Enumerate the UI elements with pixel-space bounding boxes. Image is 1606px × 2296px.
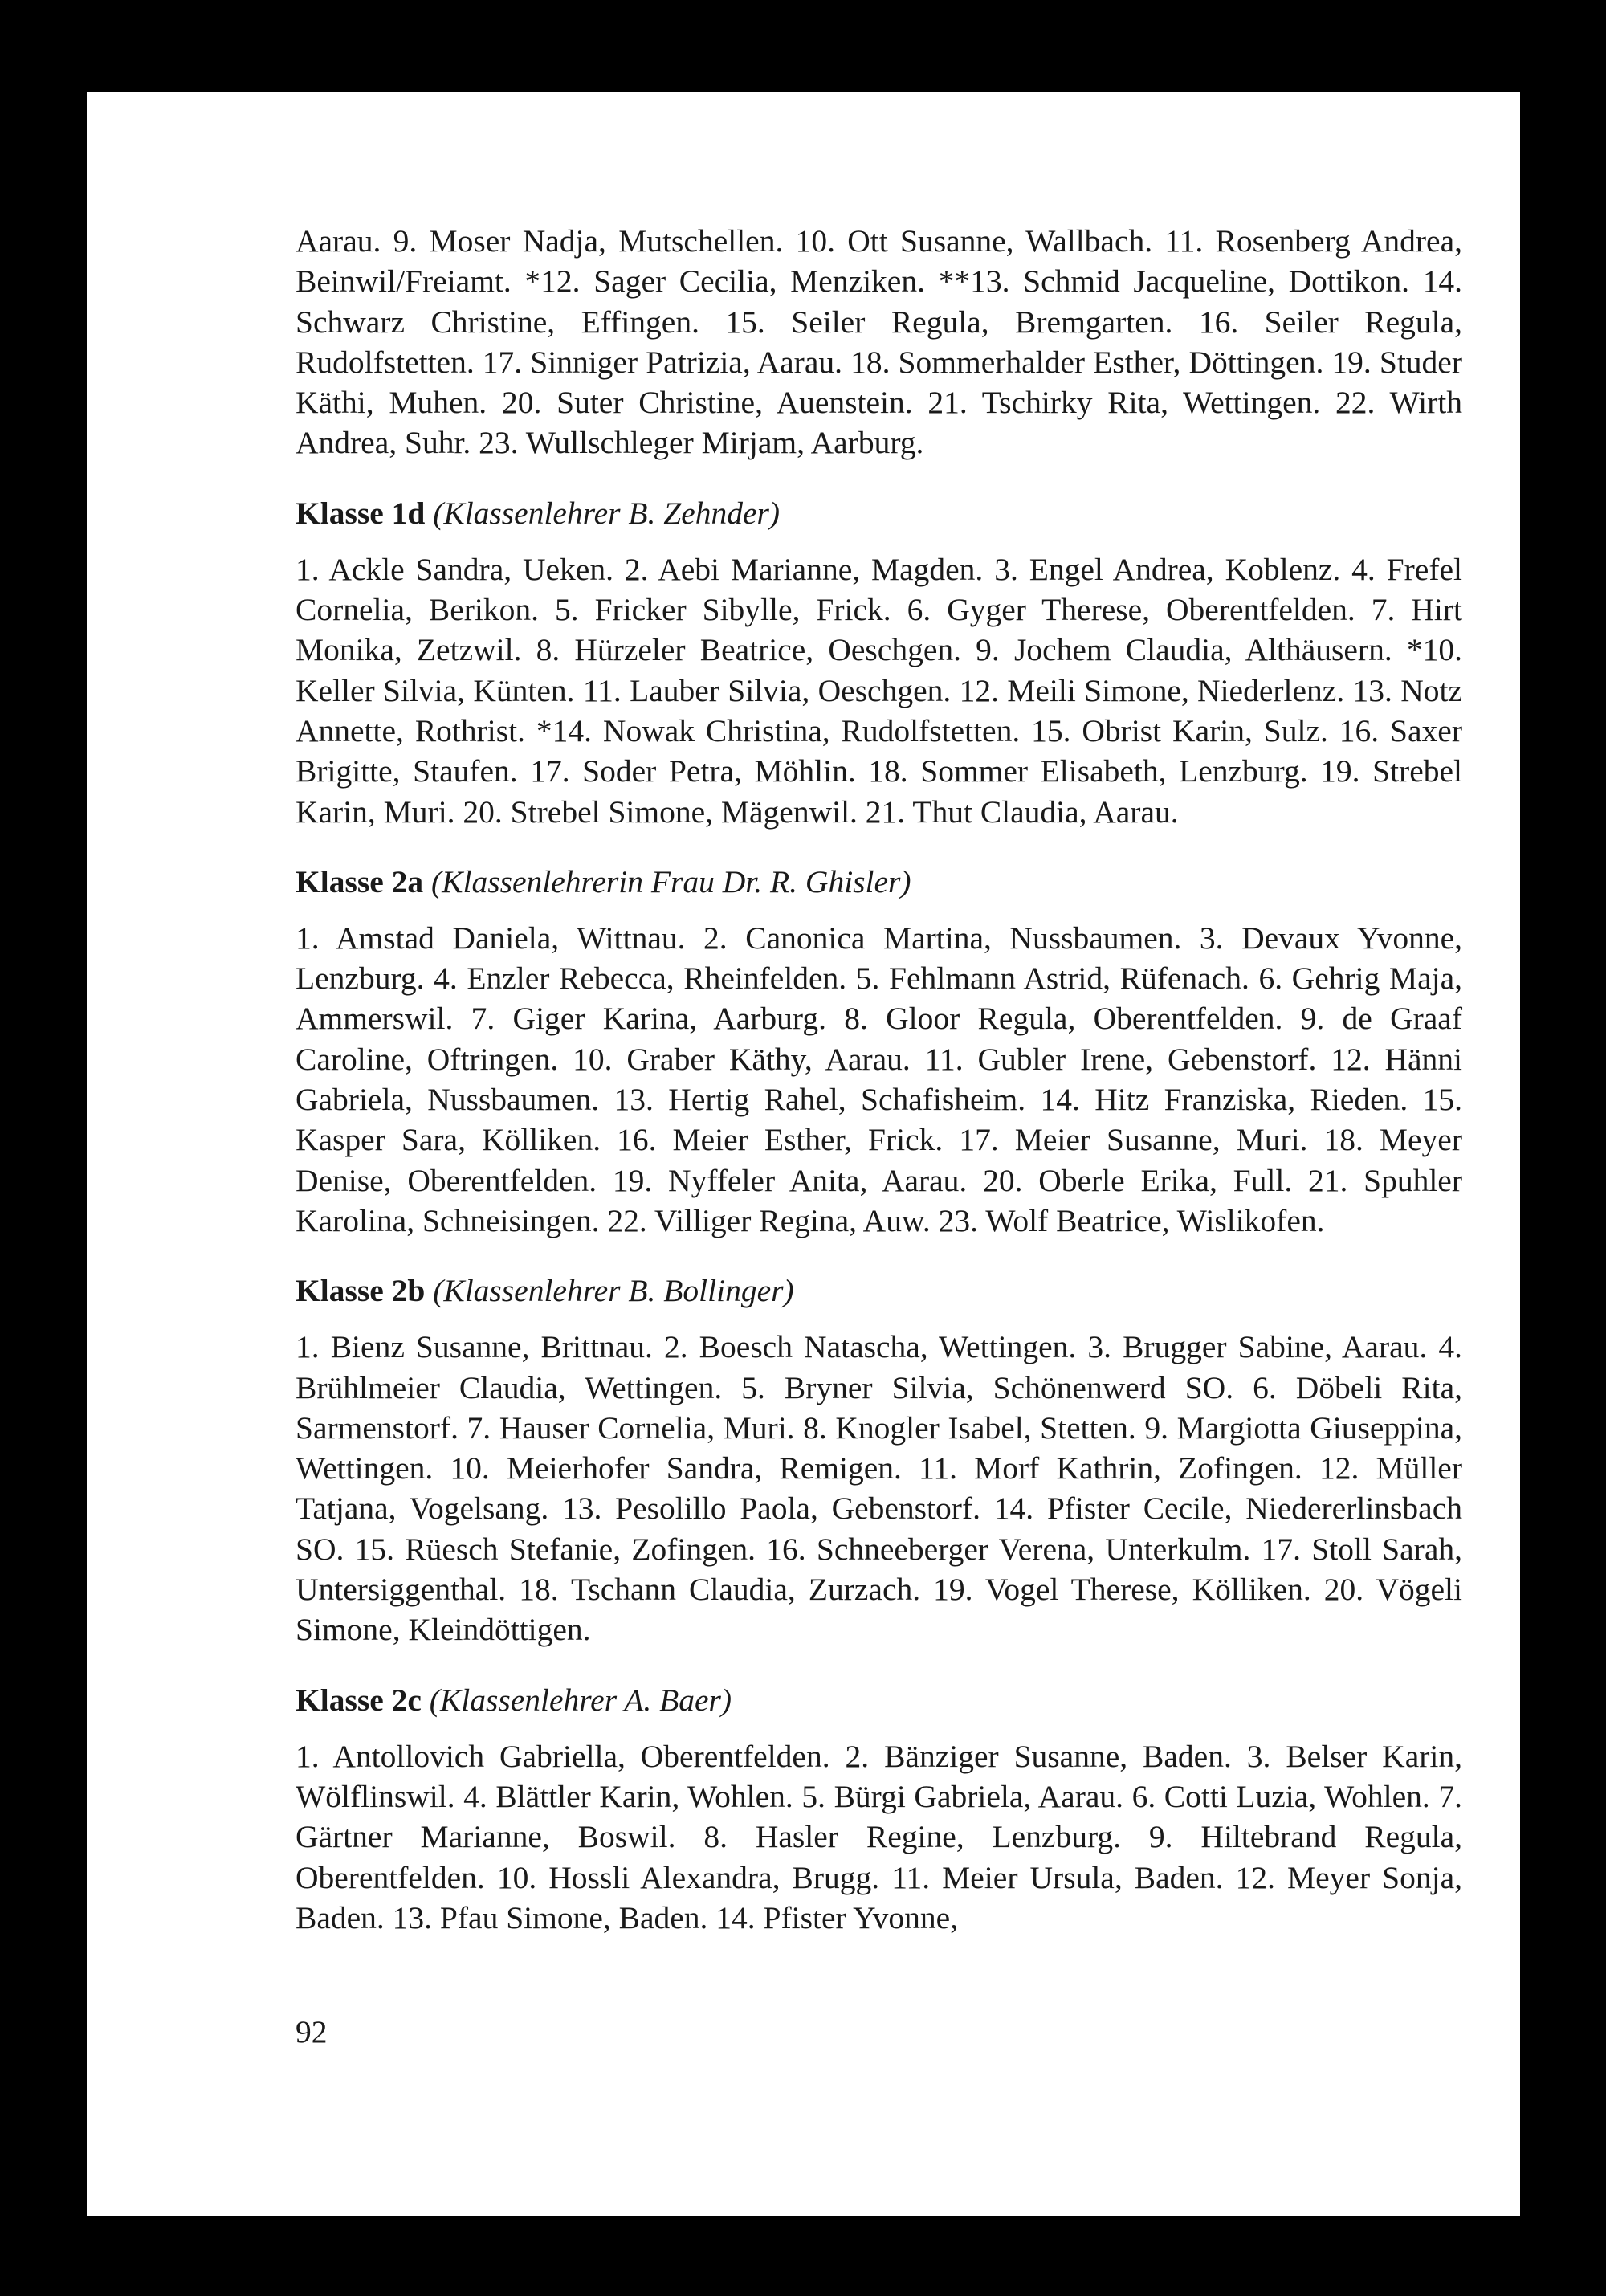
class-teacher: (Klassenlehrer B. Zehnder) <box>433 495 781 531</box>
class-teacher: (Klassenlehrer B. Bollinger) <box>433 1273 794 1309</box>
student-list-1d: 1. Ackle Sandra, Ueken. 2. Aebi Marianne, Magden. 3. Engel Andrea, Koblenz. 4. Frefel Cornelia, Berikon. 5. Fricker Sibylle, Frick. 6. Gyger Therese, Oberentfelden. 7. Hirt Monika, Zetzwil. 8. Hürzeler Beatrice, Oeschgen. 9. Jochem Claudia, Althäusern. *10. Keller Silvia, Künten. 11. Lauber Silvia, Oeschgen. 12. Meili Simone, Niederlenz. 13. Notz Annette, Rothrist. *14. Nowak Christina, Rudolfstetten. 15. Obrist Karin, Sulz. 16. Saxer Brigitte, Staufen. 17. Soder Petra, Möhlin. 18. Sommer Elisabeth, Lenzburg. 19. Strebel Karin, Muri. 20. Strebel Simone, Mägenwil. 21. Thut Claudia, Aarau. <box>296 551 1462 830</box>
class-teacher: (Klassenlehrerin Frau Dr. R. Ghisler) <box>430 863 911 899</box>
document-page <box>87 92 1520 2216</box>
class-heading-2c <box>296 1680 1462 1720</box>
class-label: Klasse 2b <box>296 1273 426 1309</box>
page-content <box>296 221 1462 1938</box>
class-label: Klasse 2a <box>296 863 424 899</box>
student-list-2a: 1. Amstad Daniela, Wittnau. 2. Canonica Martina, Nussbaumen. 3. Devaux Yvonne, Lenzburg. 4. Enzler Rebecca, Rheinfelden. 5. Fehlmann Astrid, Rüfenach. 6. Gehrig Maja, Ammerswil. 7. Giger Karina, Aarburg. 8. Gloor Regula, Oberentfelden. 9. de Graaf Caroline, Oftringen. 10. Graber Käthy, Aarau. 11. Gubler Irene, Gebenstorf. 12. Hänni Gabriela, Nussbaumen. 13. Hertig Rahel, Schafisheim. 14. Hitz Franziska, Rieden. 15. Kasper Sara, Kölliken. 16. Meier Esther, Frick. 17. Meier Susanne, Muri. 18. Meyer Denise, Oberentfelden. 19. Nyffeler Anita, Aarau. 20. Oberle Erika, Full. 21. Spuhler Karolina, Schneisingen. 22. Villiger Regina, Auw. 23. Wolf Beatrice, Wislikofen. <box>296 920 1462 1238</box>
continued-student-list: Aarau. 9. Moser Nadja, Mutschellen. 10. Ott Susanne, Wallbach. 11. Rosenberg Andrea, Beinwil/Freiamt. *12. Sager Cecilia, Menziken. **13. Schmid Jacqueline, Dottikon. 14. Schwarz Christine, Effingen. 15. Seiler Regula, Bremgarten. 16. Seiler Regula, Rudolfstetten. 17. Sinniger Patrizia, Aarau. 18. Sommerhalder Esther, Döttingen. 19. Studer Käthi, Muhen. 20. Suter Christine, Auenstein. 21. Tschirky Rita, Wettingen. 22. Wirth Andrea, Suhr. 23. Wullschleger Mirjam, Aarburg. <box>296 223 1462 461</box>
class-heading-2b <box>296 1270 1462 1311</box>
class-heading-1d <box>296 493 1462 533</box>
page-number: 92 <box>296 2014 328 2049</box>
class-heading-2a <box>296 862 1462 902</box>
student-list-2b: 1. Bienz Susanne, Brittnau. 2. Boesch Natascha, Wettingen. 3. Brugger Sabine, Aarau. 4. Brühlmeier Claudia, Wettingen. 5. Bryner Silvia, Schönenwerd SO. 6. Döbeli Rita, Sarmenstorf. 7. Hauser Cornelia, Muri. 8. Knogler Isabel, Stetten. 9. Margiotta Giuseppina, Wettingen. 10. Meierhofer Sandra, Remigen. 11. Morf Kathrin, Zofingen. 12. Müller Tatjana, Vogelsang. 13. Pesolillo Paola, Gebenstorf. 14. Pfister Cecile, Niedererlinsbach SO. 15. Rüesch Stefanie, Zofingen. 16. Schneeberger Verena, Unterkulm. 17. Stoll Sarah, Untersiggenthal. 18. Tschann Claudia, Zurzach. 19. Vogel Therese, Kölliken. 20. Vögeli Simone, Kleindöttigen. <box>296 1329 1462 1648</box>
class-label: Klasse 1d <box>296 495 426 531</box>
class-label: Klasse 2c <box>296 1682 422 1718</box>
class-teacher: (Klassenlehrer A. Baer) <box>429 1682 732 1718</box>
student-list-2c: 1. Antollovich Gabriella, Oberentfelden. 2. Bänziger Susanne, Baden. 3. Belser Karin, Wölflinswil. 4. Blättler Karin, Wohlen. 5. Bürgi Gabriela, Aarau. 6. Cotti Luzia, Wohlen. 7. Gärtner Marianne, Boswil. 8. Hasler Regine, Lenzburg. 9. Hiltebrand Regula, Oberentfelden. 10. Hossli Alexandra, Brugg. 11. Meier Ursula, Baden. 12. Meyer Sonja, Baden. 13. Pfau Simone, Baden. 14. Pfister Yvonne, <box>296 1738 1462 1935</box>
